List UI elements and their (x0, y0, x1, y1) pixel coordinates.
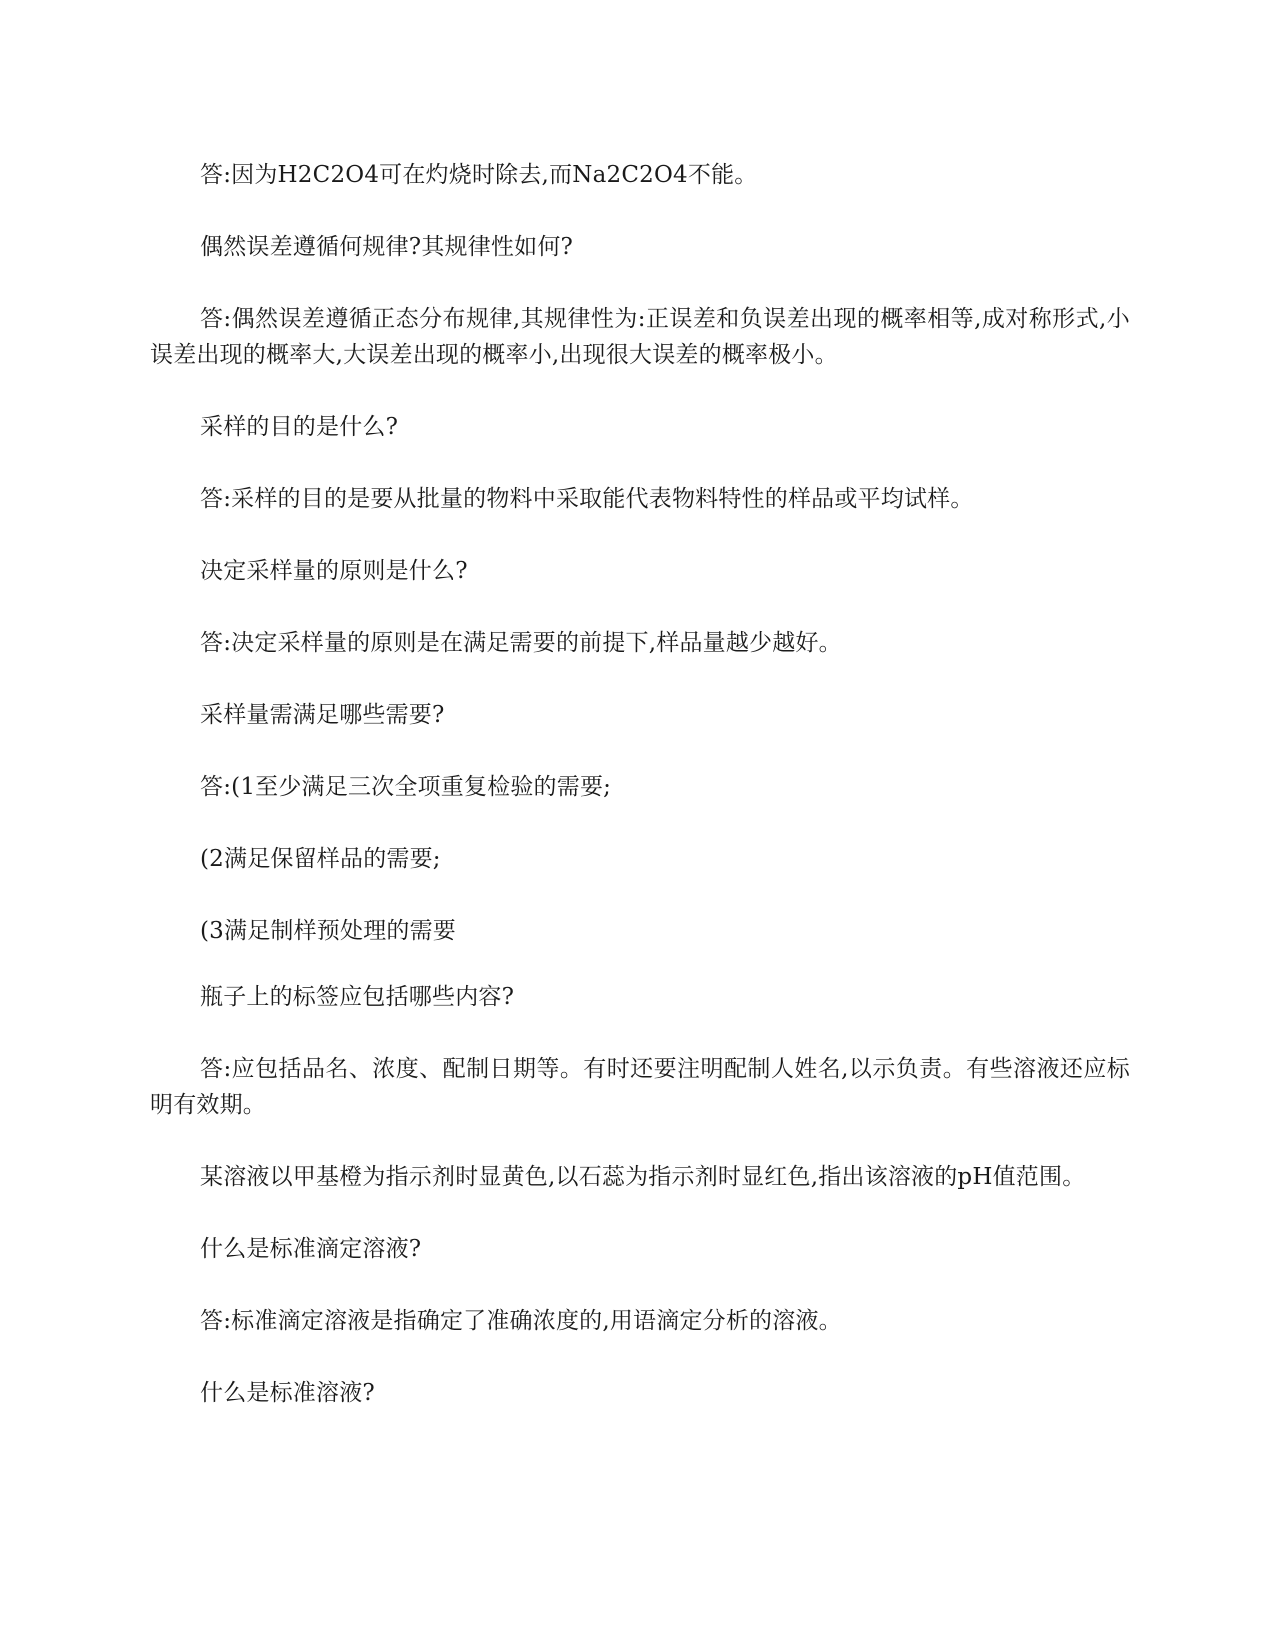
answer-paragraph: 答:偶然误差遵循正态分布规律,其规律性为:正误差和负误差出现的概率相等,成对称形式,小误差出现的概率大,大误差出现的概率小,出现很大误差的概率极小。 (150, 306, 1130, 368)
question-paragraph: 决定采样量的原则是什么? (200, 558, 468, 584)
question-paragraph: 瓶子上的标签应包括哪些内容? (200, 984, 515, 1010)
answer-paragraph: 答:因为H2C2O4可在灼烧时除去,而Na2C2O4不能。 (200, 162, 758, 188)
question-paragraph: 某溶液以甲基橙为指示剂时显黄色,以石蕊为指示剂时显红色,指出该溶液的pH值范围。 (200, 1164, 1086, 1190)
answer-list-item: (3满足制样预处理的需要 (200, 918, 457, 944)
answer-paragraph: 答:应包括品名、浓度、配制日期等。有时还要注明配制人姓名,以示负责。有些溶液还应标明有效期。 (150, 1056, 1130, 1118)
answer-paragraph: 答:采样的目的是要从批量的物料中采取能代表物料特性的样品或平均试样。 (200, 486, 974, 512)
answer-paragraph: 答:决定采样量的原则是在满足需要的前提下,样品量越少越好。 (200, 630, 842, 656)
question-paragraph: 偶然误差遵循何规律?其规律性如何? (200, 234, 574, 260)
answer-list-item: (2满足保留样品的需要; (200, 846, 441, 872)
question-paragraph: 什么是标准滴定溶液? (200, 1236, 422, 1262)
answer-paragraph: 答:标准滴定溶液是指确定了准确浓度的,用语滴定分析的溶液。 (200, 1308, 842, 1334)
question-paragraph: 什么是标准溶液? (200, 1380, 375, 1406)
answer-paragraph: 答:(1至少满足三次全项重复检验的需要; (200, 774, 612, 800)
document-body (150, 157, 1130, 1447)
question-paragraph: 采样的目的是什么? (200, 414, 399, 440)
question-paragraph: 采样量需满足哪些需要? (200, 702, 445, 728)
